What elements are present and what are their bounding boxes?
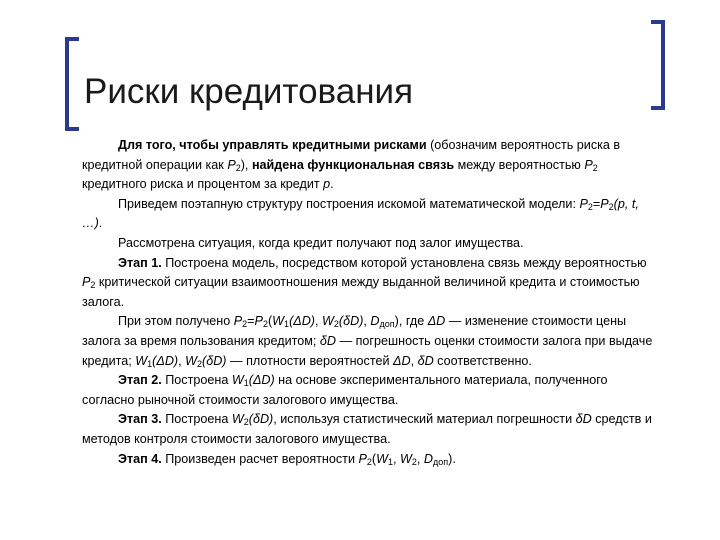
text-run: ).: [448, 451, 456, 466]
math-var: P: [358, 451, 367, 466]
math-var: δD: [417, 353, 434, 368]
math-var: W: [231, 373, 244, 388]
emphasis-functional-link: найдена функциональная связь: [251, 157, 455, 172]
math-sub: 2: [366, 456, 372, 467]
text-run: ,: [178, 353, 186, 368]
math-var: δD: [319, 333, 337, 348]
text-run: Построена: [161, 373, 232, 388]
math-args: (p, t, …): [82, 196, 639, 231]
paragraph-stage-2: [82, 371, 658, 410]
math-var: W: [272, 314, 285, 329]
text-run: При этом получено: [118, 314, 234, 329]
math-sub: доп: [379, 319, 395, 330]
stage-label: Этап 3.: [118, 412, 162, 427]
math-sub: доп: [433, 456, 449, 467]
math-args: (δD): [202, 353, 227, 368]
math-sub: 2: [197, 358, 203, 369]
paragraph-structure: [82, 195, 658, 234]
paragraph-situation: Рассмотрена ситуация, когда кредит получают под залог имущества.: [118, 235, 524, 250]
text-run: Произведен расчет вероятности: [161, 451, 359, 466]
math-var: p: [323, 177, 331, 192]
text-run: Построена: [161, 412, 232, 427]
text-run: критической ситуации взаимоотношения между выданной величиной кредита и стоимостью залога.: [82, 275, 640, 309]
math-args: (δD): [338, 314, 364, 329]
text-run: .: [98, 216, 103, 231]
math-sub: 2: [411, 456, 417, 467]
math-args: (ΔD): [289, 314, 315, 329]
math-sub: 2: [242, 319, 248, 330]
stage-label: Этап 2.: [118, 373, 162, 388]
left-bracket-decoration: [65, 37, 79, 131]
text-run: — плотности вероятностей: [226, 353, 394, 368]
slide-body: [82, 136, 658, 469]
text-run: — погрешность оценки стоимости залога при выдаче кредита;: [82, 333, 653, 368]
math-args: (δD): [248, 412, 274, 427]
math-sub: 2: [90, 280, 96, 291]
math-sub: 2: [592, 162, 598, 173]
math-op: (: [267, 314, 273, 329]
text-run: Построена модель, посредством которой установлена связь между вероятностью: [161, 255, 647, 270]
math-var: P: [579, 196, 588, 211]
text-run: кредитного риска и процентом за кредит: [82, 177, 324, 192]
math-var: W: [322, 314, 334, 329]
text-run: — изменение стоимости цены залога за время пользования кредитом;: [82, 314, 627, 348]
text-run: .: [330, 177, 334, 192]
math-sub: 2: [235, 162, 241, 173]
text-run: между вероятностью: [454, 157, 585, 172]
math-var: P: [82, 275, 91, 290]
math-var: P: [254, 314, 263, 329]
text-run: ,: [363, 314, 371, 329]
math-args: (ΔD): [152, 353, 179, 368]
math-var: P: [227, 157, 236, 172]
slide-title: Риски кредитования: [84, 72, 414, 111]
text-run: ,: [416, 451, 424, 466]
text-run: на основе экспериментального материала, полученного согласно рыночной стоимости залогового имущества.: [82, 373, 608, 407]
math-op: (: [371, 451, 377, 466]
math-sub: 2: [333, 319, 339, 330]
right-bracket-decoration: [651, 20, 665, 110]
math-sub: 2: [587, 201, 593, 212]
math-var: ΔD: [427, 314, 446, 329]
math-var: D: [423, 451, 434, 466]
math-op: =: [592, 196, 601, 211]
math-var: D: [370, 314, 380, 329]
math-var: W: [135, 353, 148, 368]
paragraph-stage-3: [82, 410, 658, 449]
text-run: ,: [410, 353, 418, 368]
text-run: Приведем поэтапную структуру построения искомой математической модели:: [118, 196, 580, 211]
math-op: =: [247, 314, 255, 329]
math-var: W: [231, 412, 244, 427]
math-sub: 2: [608, 201, 614, 212]
stage-label: Этап 4.: [118, 451, 162, 466]
math-var: W: [400, 451, 412, 466]
text-run: (обозначим вероятность риска в кредитной операции как: [82, 138, 621, 172]
math-var: P: [233, 314, 243, 329]
paragraph-stage-4: [82, 450, 658, 470]
math-var: ΔD: [393, 353, 411, 368]
math-var: W: [376, 451, 388, 466]
paragraph-result: [82, 312, 658, 371]
text-run: , используя статистический материал погрешности: [273, 412, 576, 427]
math-var: P: [600, 196, 609, 211]
math-sub: 1: [284, 319, 290, 330]
text-run: соответственно.: [433, 353, 532, 368]
math-args: (ΔD): [248, 373, 275, 388]
math-sub: 1: [147, 358, 153, 369]
math-sub: 1: [243, 378, 249, 389]
math-sub: 2: [243, 417, 249, 428]
paragraph-stage-1: [82, 254, 658, 313]
text-run: средств и методов контроля стоимости залогового имущества.: [82, 412, 652, 446]
math-sub: 2: [262, 319, 268, 330]
text-run: ), где: [394, 314, 428, 329]
paragraph-intro: [82, 136, 658, 195]
text-run: ),: [240, 157, 252, 172]
math-var: P: [584, 157, 593, 172]
math-var: δD: [575, 412, 592, 427]
text-run: ,: [315, 314, 322, 329]
stage-label: Этап 1.: [118, 255, 162, 270]
math-var: W: [185, 353, 197, 368]
emphasis-lead: Для того, чтобы управлять кредитными рисками: [118, 138, 427, 152]
math-sub: 1: [388, 456, 394, 467]
text-run: ,: [393, 451, 401, 466]
